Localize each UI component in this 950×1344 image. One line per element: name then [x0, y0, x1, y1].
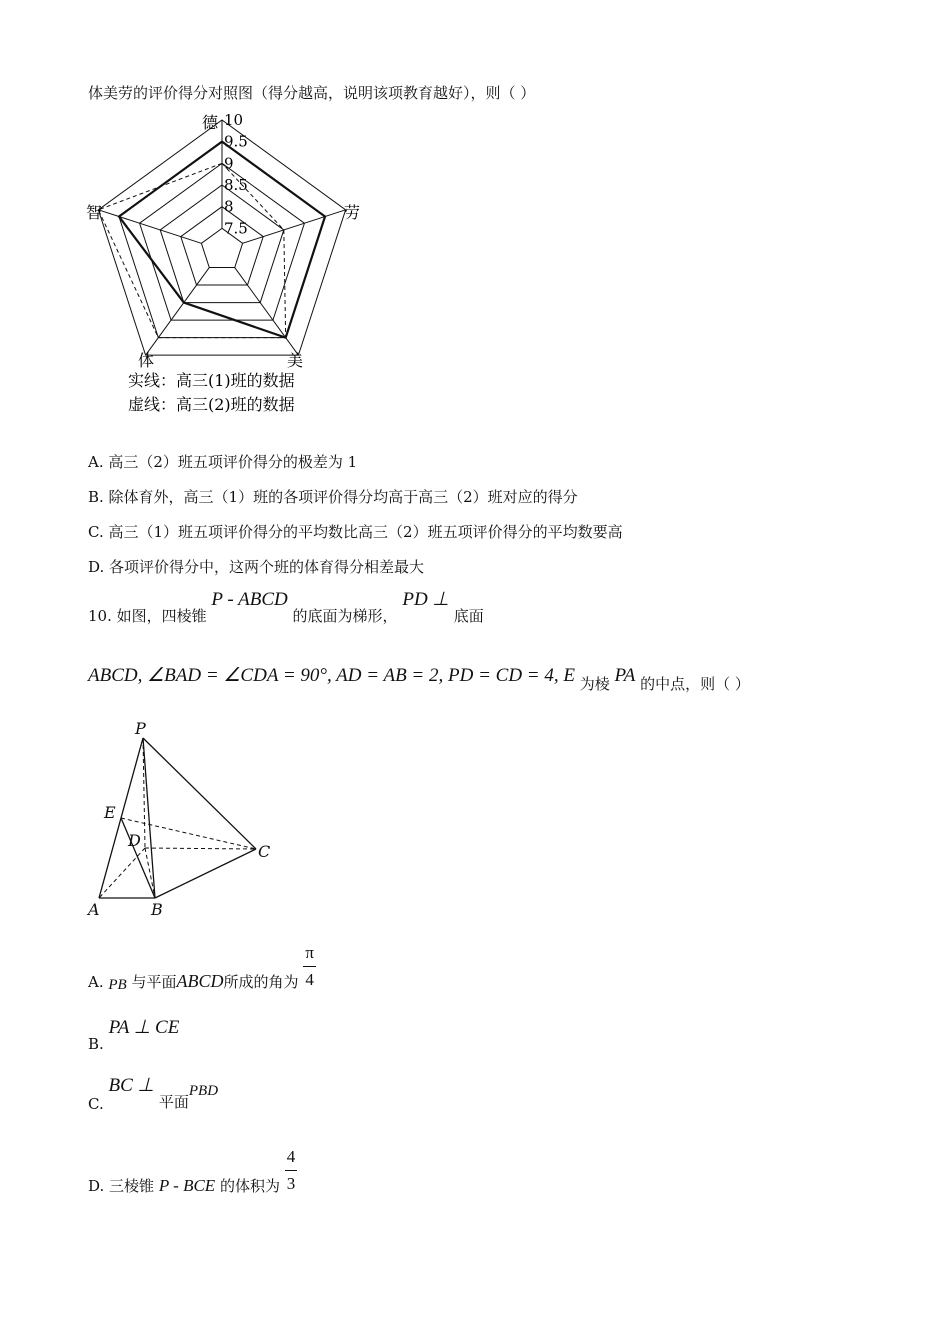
q10-c-text: 平面 — [158, 1093, 189, 1111]
q10-a-text: 与平面 — [131, 972, 177, 991]
axis-label-de: 德 — [202, 113, 219, 132]
radar-spoke — [146, 268, 210, 356]
axis-label-zhi: 智 — [86, 203, 103, 222]
q10-conditions: ABCD, ∠BAD = ∠CDA = 90°, AD = AB = 2, PD = CD = 4, E — [88, 665, 575, 686]
q10-a-letter: A. — [88, 972, 104, 991]
tick-label: 9.5 — [224, 132, 248, 151]
q10-base-end: 底面 — [453, 607, 484, 625]
q10-option-c — [88, 1074, 219, 1113]
q10-end-text: 的中点，则（ ） — [640, 675, 750, 693]
radar-spoke — [235, 268, 299, 356]
q10-b-math: PA ⊥ CE — [108, 1017, 180, 1038]
point-label-c: C — [258, 842, 271, 861]
tick-label: 10 — [224, 111, 244, 129]
q10-d-denominator: 3 — [286, 1174, 296, 1193]
legend-dashed: 虚线：高三(2)班的数据 — [128, 395, 295, 414]
point-label-b: B — [151, 900, 163, 919]
radar-spoke — [243, 210, 346, 243]
q10-number: 10. 如图，四棱锥 — [88, 607, 207, 625]
q10-stem-line2 — [88, 664, 750, 693]
point-label-e: E — [104, 803, 116, 822]
q9-option-a: A. 高三（2）班五项评价得分的极差为 1 — [88, 453, 358, 471]
q10-d-text: 三棱锥 — [109, 1176, 155, 1195]
q10-b-letter: B. — [88, 1035, 104, 1053]
q10-pd-perp: PD ⊥ — [402, 589, 449, 610]
tick-label: 8 — [224, 197, 234, 216]
q10-a-numerator: π — [303, 944, 316, 967]
question-intro: 体美劳的评价得分对照图（得分越高，说明该项教育越好），则（ ） — [88, 84, 536, 102]
tick-label: 8.5 — [224, 176, 248, 194]
q10-a-math2: ABCD — [176, 970, 224, 991]
q10-d-letter: D. — [88, 1176, 105, 1195]
radar-spoke — [98, 210, 201, 243]
q10-a-text2: 所成的角为 — [223, 972, 299, 991]
q10-pyramid: P - ABCD — [211, 589, 288, 610]
q10-d-math: P - BCE — [158, 1175, 216, 1195]
q10-c-letter: C. — [88, 1095, 104, 1113]
q10-option-a — [88, 934, 316, 993]
q10-base-text: 的底面为梯形， — [292, 607, 398, 625]
q10-a-math1: PB — [108, 976, 127, 993]
q10-d-text2: 的体积为 — [219, 1176, 280, 1195]
pyramid-figure — [85, 715, 285, 920]
q10-option-b — [88, 1016, 180, 1053]
q10-c-math: BC ⊥ — [108, 1075, 155, 1096]
legend-solid: 实线：高三(1)班的数据 — [128, 371, 295, 390]
q10-edge: PA — [614, 665, 636, 686]
radar-chart — [78, 110, 378, 420]
q10-c-math2: PBD — [188, 1083, 219, 1099]
q10-mid-text: 为棱 — [579, 675, 610, 693]
q10-a-fraction — [303, 944, 316, 989]
q10-option-d — [88, 1136, 297, 1195]
point-label-d: D — [128, 831, 141, 850]
q9-option-d: D. 各项评价得分中，这两个班的体育得分相差最大 — [88, 558, 425, 576]
axis-label-lao: 劳 — [344, 203, 361, 222]
axis-label-ti: 体 — [138, 351, 155, 370]
tick-label: 9 — [224, 154, 234, 173]
tick-label: 7.5 — [224, 219, 248, 238]
q10-d-numerator: 4 — [285, 1148, 298, 1171]
q9-option-b: B. 除体育外，高三（1）班的各项评价得分均高于高三（2）班对应的得分 — [88, 488, 578, 506]
q10-a-denominator: 4 — [305, 970, 314, 989]
q10-stem-line1 — [88, 588, 484, 625]
point-label-a: A — [88, 900, 100, 919]
q10-d-fraction — [285, 1148, 298, 1193]
q9-option-c: C. 高三（1）班五项评价得分的平均数比高三（2）班五项评价得分的平均数要高 — [88, 523, 623, 541]
point-label-p: P — [135, 719, 146, 738]
axis-label-mei: 美 — [287, 351, 304, 370]
